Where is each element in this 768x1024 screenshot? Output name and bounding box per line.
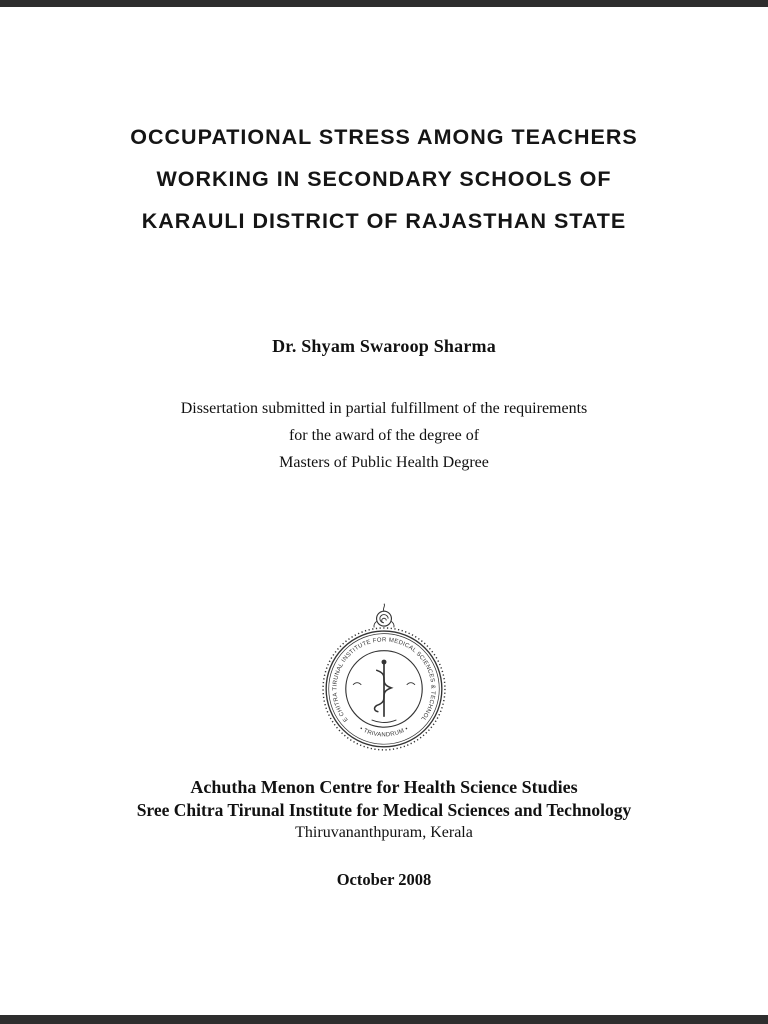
submission-statement	[0, 395, 768, 476]
institute-seal-icon	[296, 598, 472, 754]
centre-name: Achutha Menon Centre for Health Science Studies	[190, 777, 578, 797]
submission-line-3: Masters of Public Health Degree	[279, 454, 489, 471]
title-line-3: KARAULI DISTRICT OF RAJASTHAN STATE	[141, 209, 627, 233]
viewer-edge-bottom	[0, 1015, 768, 1024]
seal-ornament-left	[353, 683, 361, 685]
title-line-1: OCCUPATIONAL STRESS AMONG TEACHERS	[130, 125, 638, 149]
title-line-2: WORKING IN SECONDARY SCHOOLS OF	[156, 167, 612, 191]
author-name: Dr. Shyam Swaroop Sharma	[272, 336, 496, 356]
institute-name: Sree Chitra Tirunal Institute for Medical Sciences and Technology	[136, 800, 632, 820]
submission-line-2: for the award of the degree of	[288, 427, 480, 444]
seal-conch-icon	[374, 604, 394, 628]
asclepius-staff-icon	[375, 660, 392, 717]
seal-ring-text-bottom: • TRIVANDRUM •	[358, 726, 410, 739]
viewer-edge-top	[0, 0, 768, 7]
location-line: Thiruvananthpuram, Kerala	[295, 824, 473, 841]
institute-seal	[0, 598, 768, 754]
seal-ornament-base	[372, 720, 397, 723]
seal-ring-text: SREE CHITRA TIRUNAL INSTITUTE FOR MEDICAL SCIENCES & TECHNOLOGY	[332, 637, 436, 723]
submission-line-1: Dissertation submitted in partial fulfillment of the requirements	[180, 400, 588, 417]
dissertation-title	[0, 0, 768, 242]
seal-ornament-right	[407, 683, 415, 685]
publication-date: October 2008	[336, 870, 432, 889]
